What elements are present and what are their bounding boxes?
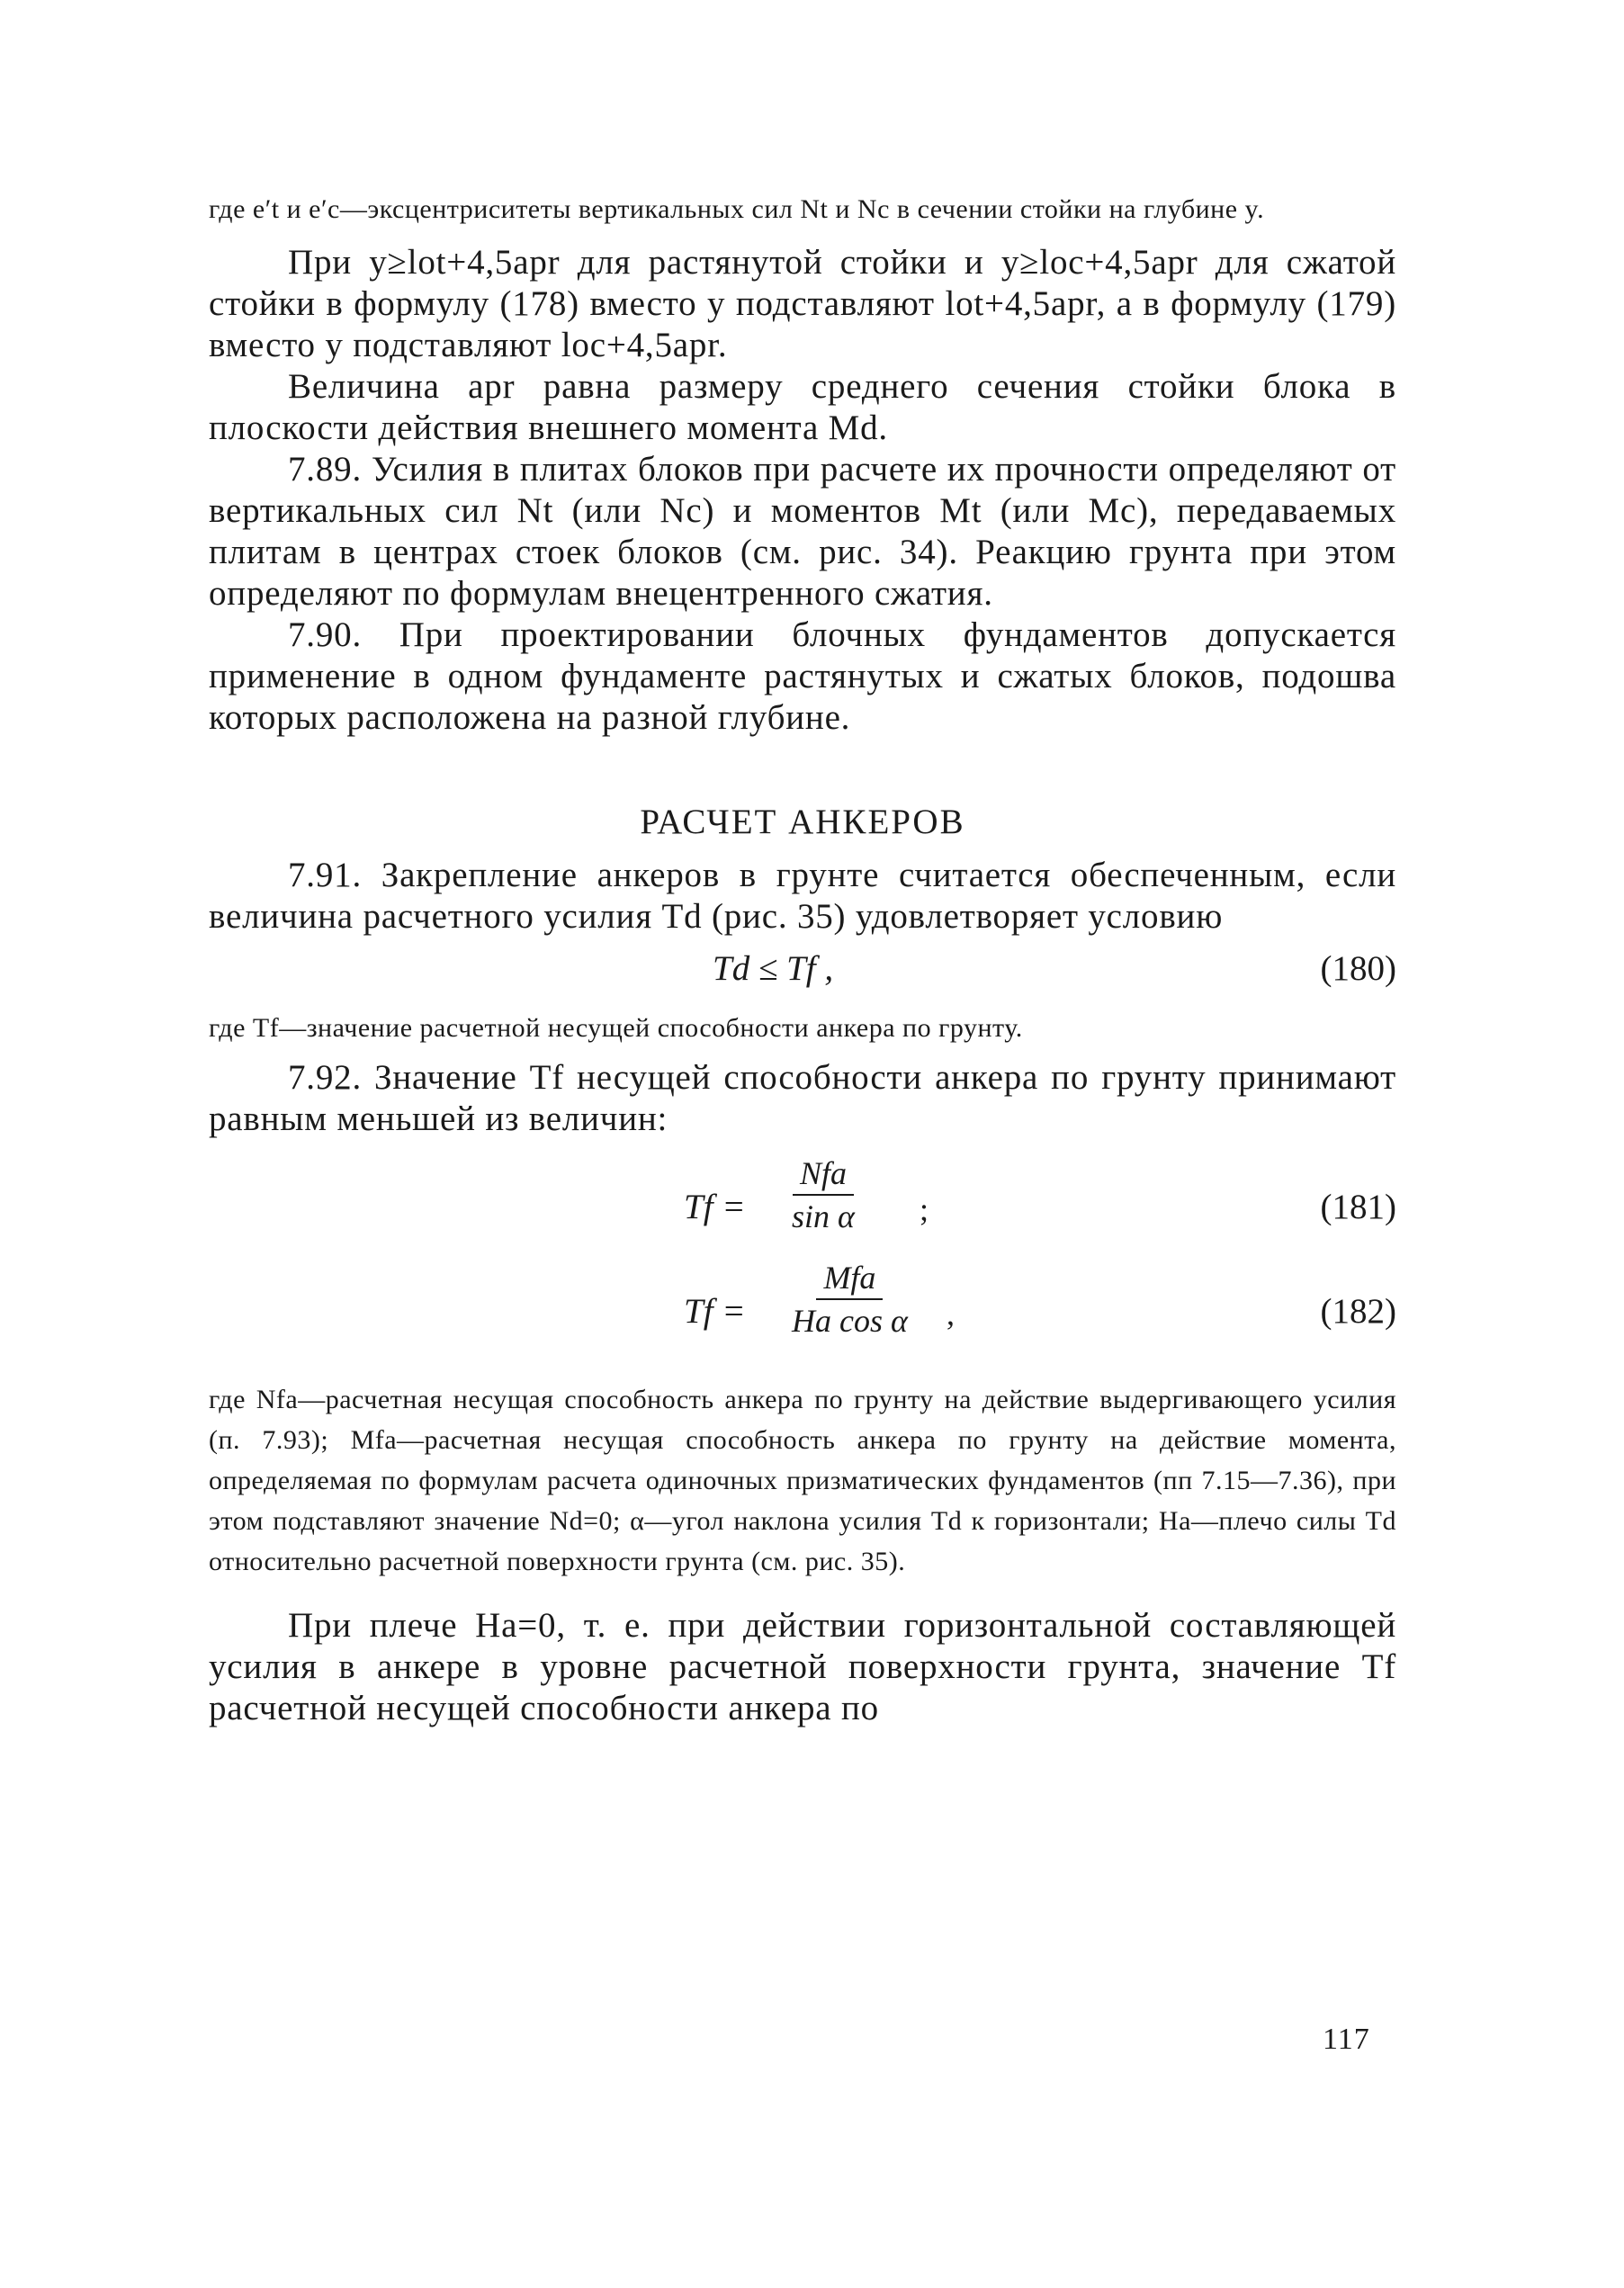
formula-182	[209, 1259, 1396, 1358]
formula-181-fraction	[785, 1154, 862, 1235]
formula-181-numerator: Nfa	[793, 1154, 854, 1196]
formula-181	[209, 1154, 1396, 1253]
formula-182-denominator: Ha cos α	[792, 1303, 908, 1339]
formula-181-lhs: Tf =	[684, 1188, 746, 1226]
formula-182-lhs: Tf =	[684, 1292, 746, 1331]
formula-181-denominator: sin α	[792, 1198, 855, 1234]
formula-180	[209, 948, 1396, 1002]
formula-182-punct: ,	[947, 1296, 955, 1332]
formula-181-punct: ;	[920, 1191, 929, 1227]
section-heading: РАСЧЕТ АНКЕРОВ	[640, 803, 965, 841]
formula-182-numerator: Mfa	[816, 1259, 883, 1300]
paragraph-apr: Величина apr равна размеру среднего сечения стойки блока в плоскости действия внешнего момента Md.	[209, 367, 1396, 447]
formula-180-expression: Td ≤ Tf ,	[713, 949, 834, 988]
note-eccentricities: где e′t и e′c—эксцентриситеты вертикальных сил Nt и Nc в сечении стойки на глубине y.	[209, 194, 1265, 224]
formula-182-number: (182)	[1320, 1292, 1396, 1331]
note-tf: где Tf—значение расчетной несущей способности анкера по грунту.	[209, 1013, 1023, 1043]
paragraph-7-92: 7.92. Значение Tf несущей способности анкера по грунту принимают равным меньшей из величин:	[209, 1058, 1396, 1138]
paragraph-7-89: 7.89. Усилия в плитах блоков при расчете их прочности определяют от вертикальных сил Nt (или Nc) и моментов Mt (или Mc), передаваемых плитам в центрах стоек блоков (см. рис. 34). Реакцию грунта при этом определяют по формулам внецентренного сжатия.	[209, 450, 1396, 613]
paragraph-substitution: При y≥lot+4,5apr для растянутой стойки и y≥loc+4,5apr для сжатой стойки в формулу (178) вместо y подставляют lot+4,5apr, а в формулу (179) вместо y подставляют loc+4,5apr.	[209, 243, 1396, 364]
paragraph-ha-zero: При плече Ha=0, т. е. при действии горизонтальной составляющей усилия в анкере в уровне расчетной поверхности грунта, значение Tf расчетной несущей способности анкера по	[209, 1606, 1396, 1727]
page-number: 117	[1323, 2023, 1370, 2056]
page-content	[209, 189, 1396, 1729]
formula-182-fraction	[785, 1259, 915, 1340]
formula-181-number: (181)	[1320, 1188, 1396, 1226]
paragraph-7-91: 7.91. Закрепление анкеров в грунте считается обеспеченным, если величина расчетного усилия Td (рис. 35) удовлетворяет условию	[209, 856, 1396, 936]
formula-180-number: (180)	[1320, 949, 1396, 988]
note-definitions: где Nfa—расчетная несущая способность анкера по грунту на действие выдергивающего усилия (п. 7.93); Mfa—расчетная несущая способность анкера по грунту на действие момента, определяемая по формулам расчета одиночных призматических фундаментов (пп 7.15—7.36), при этом подставляют значение Nd=0; α—угол наклона усилия Td к горизонтали; Ha—плечо силы Td относительно расчетной поверхности грунта (см. рис. 35).	[209, 1385, 1396, 1576]
paragraph-7-90: 7.90. При проектировании блочных фундаментов допускается применение в одном фундаменте растянутых и сжатых блоков, подошва которых расположена на разной глубине.	[209, 615, 1396, 737]
